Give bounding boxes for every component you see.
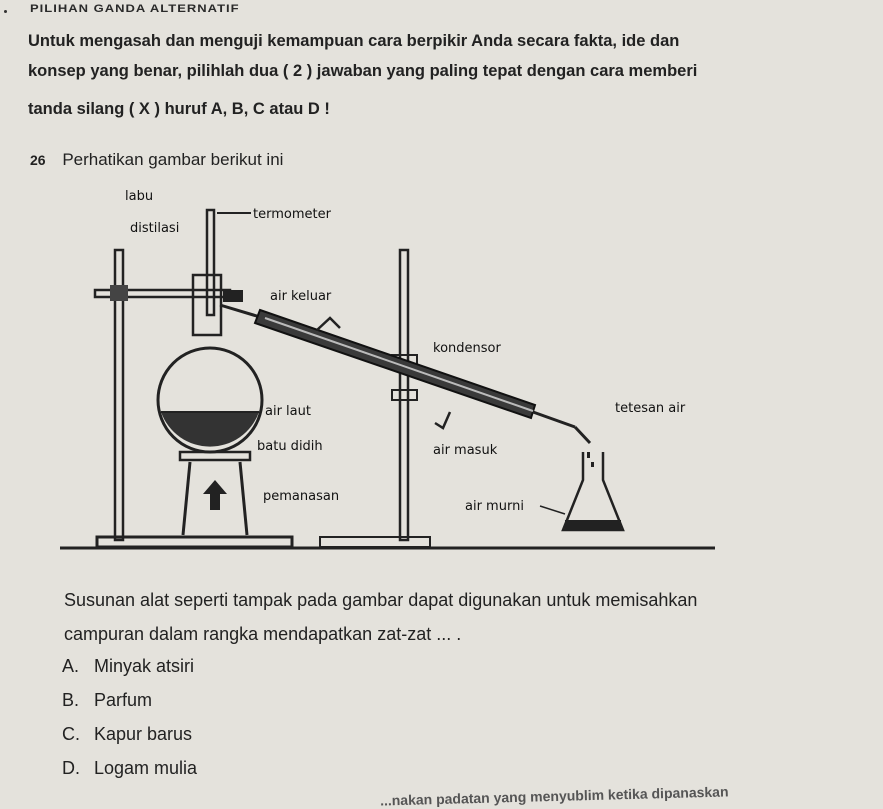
bullet-dot: [4, 10, 7, 13]
label-kondensor: kondensor: [433, 341, 501, 356]
label-air-masuk: air masuk: [433, 443, 498, 458]
option-d[interactable]: [62, 758, 197, 779]
instruction-line-3: tanda silang ( X ) huruf A, B, C atau D !: [28, 100, 330, 118]
question-stem-line-2: campuran dalam rangka mendapatkan zat-zat ... .: [64, 624, 462, 644]
option-letter: A.: [62, 656, 80, 676]
label-tetesan-air: tetesan air: [615, 401, 686, 416]
question-header: [30, 150, 283, 170]
option-a[interactable]: [62, 656, 194, 677]
option-b[interactable]: [62, 690, 152, 711]
option-c[interactable]: [62, 724, 192, 745]
question-number: 26: [30, 152, 46, 168]
label-air-laut: air laut: [265, 404, 311, 419]
label-air-keluar: air keluar: [270, 289, 332, 304]
question-stem-line-1: Susunan alat seperti tampak pada gambar dapat digunakan untuk memisahkan: [64, 590, 698, 610]
option-text: Minyak atsiri: [94, 656, 195, 676]
label-pemanasan: pemanasan: [263, 489, 340, 504]
label-labu: labu: [125, 189, 154, 204]
section-heading: PILIHAN GANDA ALTERNATIF: [30, 2, 240, 15]
question-prompt: Perhatikan gambar berikut ini: [62, 150, 284, 169]
option-letter: D.: [62, 758, 80, 778]
label-batu-didih: batu didih: [257, 439, 323, 454]
distillation-diagram: [55, 180, 735, 560]
cut-off-next-text: ...nakan padatan yang menyublim ketika dipanaskan: [379, 783, 729, 809]
instruction-line-1: Untuk mengasah dan menguji kemampuan cara berpikir Anda secara fakta, ide dan: [28, 32, 680, 50]
label-distilasi: distilasi: [130, 221, 180, 236]
option-letter: C.: [62, 724, 80, 744]
option-text: Logam mulia: [94, 758, 198, 778]
label-air-murni: air murni: [465, 499, 524, 514]
label-termometer: termometer: [253, 207, 331, 222]
option-letter: B.: [62, 690, 80, 710]
option-text: Parfum: [94, 690, 153, 710]
option-text: Kapur barus: [94, 724, 193, 744]
instruction-line-2: konsep yang benar, pilihlah dua ( 2 ) jawaban yang paling tepat dengan cara memberi: [28, 62, 698, 80]
